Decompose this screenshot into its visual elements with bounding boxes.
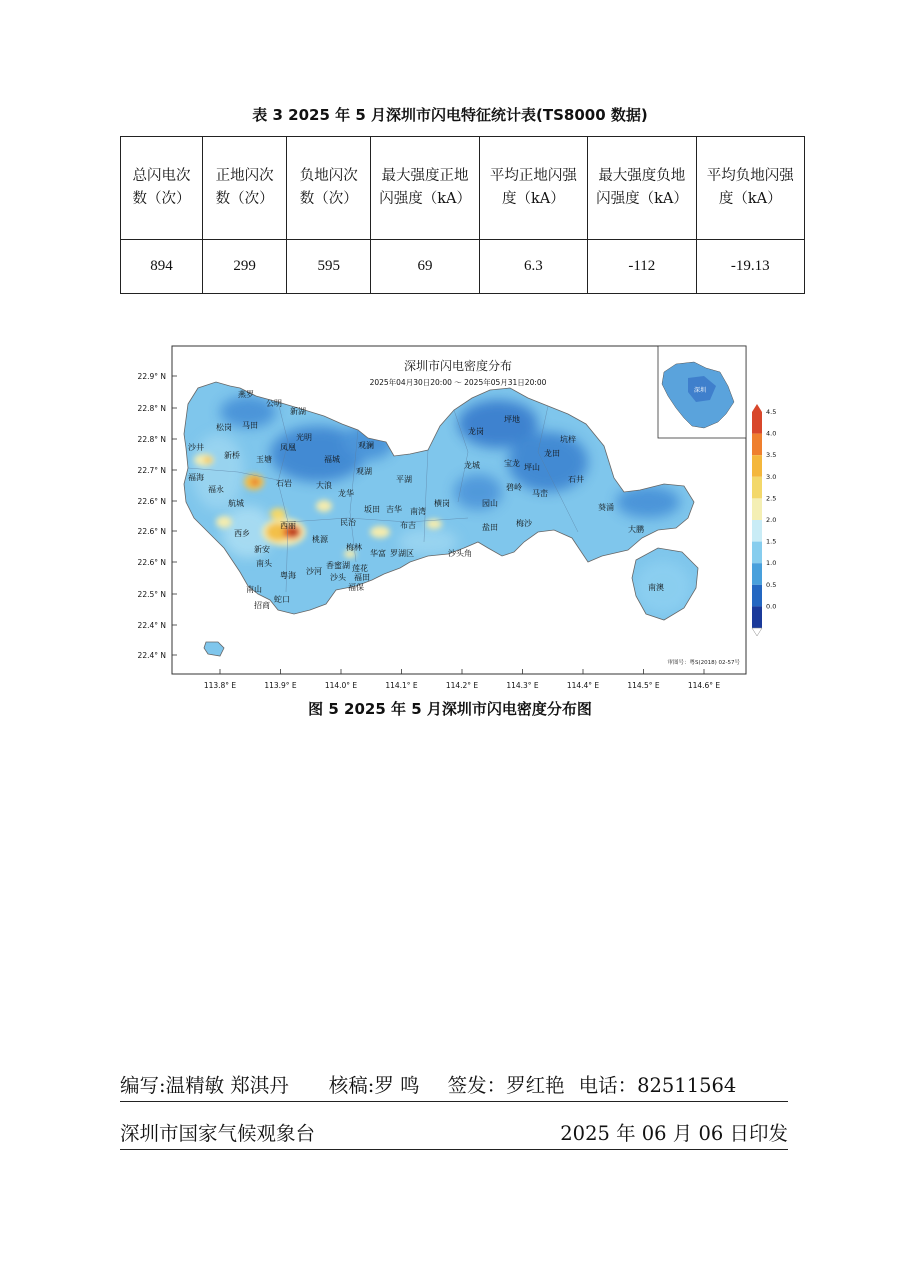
footer-issuer: 签发：罗红艳 [447, 1074, 565, 1097]
header-total-flashes: 总闪电次数（次） [121, 137, 203, 240]
place-label: 新安 [254, 545, 270, 554]
colorbar-label: 2.5 [766, 494, 777, 503]
place-label: 盐田 [482, 523, 498, 532]
colorbar-label: 2.0 [766, 516, 777, 524]
lat-tick-label: 22.8° N [137, 404, 166, 413]
value-avg-positive: 6.3 [479, 240, 587, 294]
place-label: 布吉 [400, 521, 416, 530]
colorbar-label: 0.0 [766, 602, 777, 611]
place-label: 南澳 [648, 583, 664, 592]
value-max-positive: 69 [371, 240, 479, 294]
place-label: 光明 [296, 433, 312, 442]
header-avg-positive: 平均正地闪强度（kA） [479, 137, 587, 240]
place-label: 梅林 [346, 543, 362, 552]
colorbar-segment [752, 542, 762, 564]
colorbar-label: 4.5 [766, 408, 777, 416]
lon-tick-label: 114.5° E [627, 681, 660, 690]
figure-caption: 图 5 2025 年 5 月深圳市闪电密度分布图 [308, 700, 592, 718]
footer-date: 2025 年 06 月 06 日印发 [560, 1122, 788, 1145]
place-label: 蛇口 [274, 595, 290, 604]
place-label: 葵涌 [598, 503, 614, 512]
colorbar-segment [752, 434, 762, 456]
place-label: 新湖 [290, 407, 306, 416]
place-label: 福田 [354, 573, 370, 582]
place-label: 罗湖区 [390, 549, 414, 558]
lat-tick-label: 22.4° N [137, 651, 166, 660]
value-max-negative: -112 [588, 240, 696, 294]
place-label: 香蜜湖 [326, 561, 350, 570]
place-label: 龙华 [338, 489, 354, 498]
place-label: 龙田 [544, 449, 560, 458]
place-label: 福海 [188, 473, 204, 482]
place-label: 坑梓 [560, 435, 576, 444]
colorbar-segment [752, 606, 762, 628]
lon-tick-label: 113.9° E [264, 681, 297, 690]
place-label: 平湖 [396, 475, 412, 484]
place-label: 莲花 [352, 564, 368, 573]
place-label: 石岩 [276, 479, 292, 488]
colorbar-top-arrow [752, 404, 762, 412]
place-label: 福城 [324, 455, 340, 464]
lon-tick-label: 114.4° E [566, 681, 600, 690]
place-label: 燕罗 [238, 390, 254, 399]
inset-map [658, 346, 746, 438]
colorbar-label: 1.5 [766, 537, 777, 546]
value-negative-count: 595 [287, 240, 371, 294]
colorbar-segment [752, 498, 762, 520]
colorbar-segment [752, 455, 762, 477]
place-label: 龙城 [464, 461, 480, 470]
map-title: 深圳市闪电密度分布 [403, 359, 513, 373]
place-label: 观澜 [358, 441, 374, 450]
header-negative-count: 负地闪次数（次） [287, 137, 371, 240]
colorbar-label: 4.0 [766, 429, 777, 438]
header-max-negative: 最大强度负地闪强度（kA） [588, 137, 696, 240]
place-label: 南头 [256, 559, 272, 568]
place-label: 大浪 [316, 481, 332, 490]
colorbar-label: 3.0 [766, 472, 777, 481]
place-label: 松岗 [216, 423, 232, 432]
lat-tick-label: 22.4° N [137, 621, 166, 630]
footer-signoff [120, 1071, 788, 1102]
footer-reviewer: 核稿:罗 鸣 [328, 1074, 420, 1097]
place-label: 吉华 [386, 505, 402, 514]
place-label: 宝龙 [504, 459, 520, 468]
place-label: 坪地 [504, 415, 520, 424]
latitude-ticks [138, 372, 177, 660]
table-value-row [121, 240, 805, 294]
colorbar-segment [752, 585, 762, 607]
lightning-density-map [128, 342, 777, 694]
lightning-stats-table [120, 136, 805, 294]
lon-tick-label: 113.8° E [203, 681, 237, 690]
table-caption: 表 3 2025 年 5 月深圳市闪电特征统计表(TS8000 数据) [252, 106, 648, 124]
map-subtitle: 2025年04月30日20:00 ～ 2025年05月31日20:00 [369, 378, 547, 387]
colorbar-label: 3.5 [766, 451, 777, 460]
colorbar-bottom-arrow [752, 628, 762, 636]
footer-organization-line [120, 1119, 788, 1150]
place-label: 坪山 [524, 463, 540, 472]
value-positive-count: 299 [203, 240, 287, 294]
place-label: 龙岗 [468, 427, 484, 436]
place-label: 南山 [246, 585, 262, 594]
place-label: 梅沙 [516, 519, 532, 528]
lat-tick-label: 22.6° N [137, 527, 166, 536]
footer-org: 深圳市国家气候观象台 [120, 1122, 316, 1145]
place-label: 马峦 [532, 489, 548, 498]
place-label: 西丽 [280, 521, 296, 530]
lat-tick-label: 22.9° N [137, 372, 166, 381]
place-label: 民治 [340, 518, 356, 527]
place-label: 观湖 [356, 467, 372, 476]
lat-tick-label: 22.6° N [137, 558, 166, 567]
place-label: 横岗 [434, 499, 450, 508]
lat-tick-label: 22.5° N [137, 590, 166, 599]
place-label: 碧岭 [506, 483, 522, 492]
place-label: 石井 [568, 475, 584, 484]
colorbar-label: 1.0 [766, 559, 777, 568]
place-label: 航城 [228, 499, 244, 508]
place-label: 桃源 [312, 535, 328, 544]
colorbar-segment [752, 477, 762, 499]
lat-tick-label: 22.6° N [137, 497, 166, 506]
place-label: 福保 [348, 583, 364, 592]
value-total-flashes: 894 [121, 240, 203, 294]
map-approval-number: 审图号：粤S(2018) 02-57号 [667, 660, 740, 666]
place-label: 大鹏 [628, 525, 644, 534]
place-label: 沙头角 [448, 549, 472, 558]
lon-tick-label: 114.1° E [385, 681, 418, 690]
lon-tick-label: 114.3° E [506, 681, 539, 690]
header-positive-count: 正地闪次数（次） [203, 137, 287, 240]
table-header-row [121, 137, 805, 240]
place-label: 西乡 [234, 529, 250, 538]
lon-tick-label: 114.2° E [445, 681, 479, 690]
place-label: 沙井 [188, 443, 204, 452]
colorbar [752, 404, 776, 636]
place-label: 沙头 [330, 573, 346, 582]
lon-tick-label: 114.6° E [687, 681, 721, 690]
place-label: 玉塘 [256, 455, 272, 464]
lat-tick-label: 22.8° N [137, 435, 166, 444]
place-label: 沙河 [306, 567, 322, 576]
place-label: 新桥 [224, 451, 240, 460]
place-label: 招商 [254, 601, 270, 610]
place-label: 凤凰 [280, 443, 296, 452]
lon-tick-label: 114.0° E [324, 681, 358, 690]
footer-editors: 编写:温精敏 郑淇丹 [120, 1074, 289, 1097]
place-label: 公明 [266, 399, 282, 408]
place-label: 华富 [370, 549, 386, 558]
value-avg-negative: -19.13 [696, 240, 804, 294]
place-label: 坂田 [364, 505, 380, 514]
inset-label: 深圳 [693, 387, 707, 394]
place-label: 福永 [208, 485, 224, 494]
colorbar-segment [752, 412, 762, 434]
colorbar-segment [752, 563, 762, 585]
colorbar-label: 0.5 [766, 580, 777, 589]
footer-phone: 电话：82511564 [578, 1074, 737, 1097]
place-label: 南湾 [410, 507, 426, 516]
place-label: 园山 [482, 499, 498, 508]
place-label: 粤海 [280, 571, 296, 580]
colorbar-segment [752, 520, 762, 542]
header-avg-negative: 平均负地闪强度（kA） [696, 137, 804, 240]
lat-tick-label: 22.7° N [137, 466, 166, 475]
header-max-positive: 最大强度正地闪强度（kA） [371, 137, 479, 240]
place-label: 马田 [242, 421, 258, 430]
